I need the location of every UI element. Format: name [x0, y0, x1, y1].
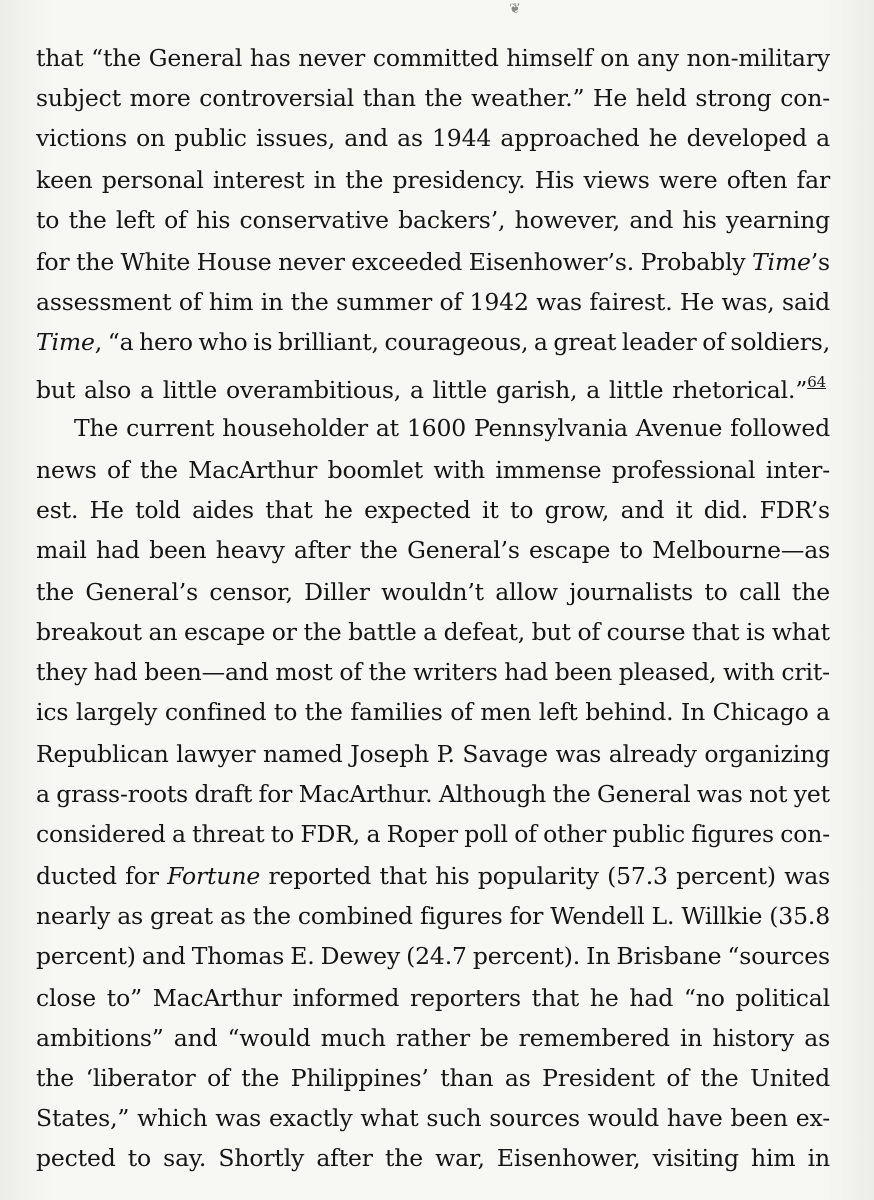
text-segment: keen personal interest in the presidency. His views were often far	[36, 166, 831, 194]
text-line	[36, 734, 830, 774]
text-segment: ics largely confined to the families of men left behind. In Chicago a	[36, 698, 831, 726]
text-line	[36, 530, 830, 570]
text-segment: reported that his popularity (57.3 percent) was	[260, 862, 831, 890]
text-segment: ducted for	[36, 862, 168, 890]
text-segment: nearly as great as the combined figures for Wendell L. Willkie (35.8	[36, 902, 831, 930]
text-line	[36, 1138, 830, 1178]
text-line	[36, 160, 830, 200]
text-line	[36, 450, 830, 490]
text-line	[36, 978, 830, 1018]
text-line	[36, 1098, 830, 1138]
text-line	[36, 282, 830, 322]
text-segment: for the White House never exceeded Eisenhower’s. Probably	[36, 248, 752, 276]
text-segment: breakout an escape or the battle a defeat, but of course that is what	[36, 618, 830, 646]
text-line	[36, 774, 830, 814]
text-segment: Time	[751, 248, 811, 276]
text-segment: to the left of his conservative backers’, however, and his yearning	[36, 206, 830, 234]
text-segment: they had been—and most of the writers had been pleased, with crit-	[36, 658, 830, 686]
text-segment: pected to say. Shortly after the war, Eisenhower, visiting him in	[36, 1144, 831, 1172]
text-segment: States,” which was exactly what such sources would have been ex-	[36, 1104, 831, 1132]
text-line	[36, 572, 830, 612]
text-segment: The current householder at 1600 Pennsylvania Avenue followed	[74, 414, 831, 442]
footnote-ref[interactable]: 64	[807, 373, 827, 391]
text-line	[36, 692, 830, 732]
text-segment: the General’s censor, Diller wouldn’t allow journalists to call the	[36, 578, 830, 606]
text-line	[36, 936, 830, 976]
text-line	[36, 322, 830, 362]
text-line	[36, 362, 826, 410]
text-segment: ’s	[810, 248, 830, 276]
text-segment: but also a little overambitious, a little garish, a little rhetorical.”	[36, 376, 808, 404]
text-line	[36, 200, 830, 240]
text-segment: , “a hero who is brilliant, courageous, a great leader of soldiers,	[94, 328, 831, 356]
text-line	[36, 652, 830, 692]
text-segment: Republican lawyer named Joseph P. Savage was already organizing	[36, 740, 830, 768]
text-segment: assessment of him in the summer of 1942 was fairest. He was, said	[36, 288, 831, 316]
text-segment: percent) and Thomas E. Dewey (24.7 percent). In Brisbane “sources	[36, 942, 830, 970]
text-segment: subject more controversial than the weather.” He held strong con-	[36, 84, 830, 112]
text-segment: mail had been heavy after the General’s escape to Melbourne—as	[36, 536, 830, 564]
text-line	[36, 242, 830, 282]
page-ornament: ❦	[509, 1, 521, 17]
text-line	[36, 118, 830, 158]
text-line	[36, 1018, 830, 1058]
text-line	[36, 490, 830, 530]
text-line	[36, 814, 830, 854]
text-segment: close to” MacArthur informed reporters that he had “no political	[36, 984, 830, 1012]
text-line	[36, 78, 830, 118]
text-line	[36, 856, 830, 896]
text-segment: Fortune	[167, 862, 261, 890]
text-segment: Time	[36, 328, 95, 356]
text-line	[36, 612, 830, 652]
text-segment: ambitions” and “would much rather be remembered in history as	[36, 1024, 830, 1052]
text-segment: that “the General has never committed himself on any non-military	[36, 44, 830, 72]
text-line	[74, 408, 830, 448]
text-segment: victions on public issues, and as 1944 approached he developed a	[36, 124, 831, 152]
text-line	[36, 38, 830, 78]
text-segment: news of the MacArthur boomlet with immense professional inter-	[36, 456, 830, 484]
text-line	[36, 1058, 830, 1098]
text-segment: the ‘liberator of the Philippines’ than as President of the United	[36, 1064, 831, 1092]
text-segment: a grass-roots draft for MacArthur. Although the General was not yet	[36, 780, 830, 808]
text-line	[36, 896, 830, 936]
text-segment: considered a threat to FDR, a Roper poll of other public figures con-	[36, 820, 831, 848]
text-segment: est. He told aides that he expected it to grow, and it did. FDR’s	[36, 496, 830, 524]
